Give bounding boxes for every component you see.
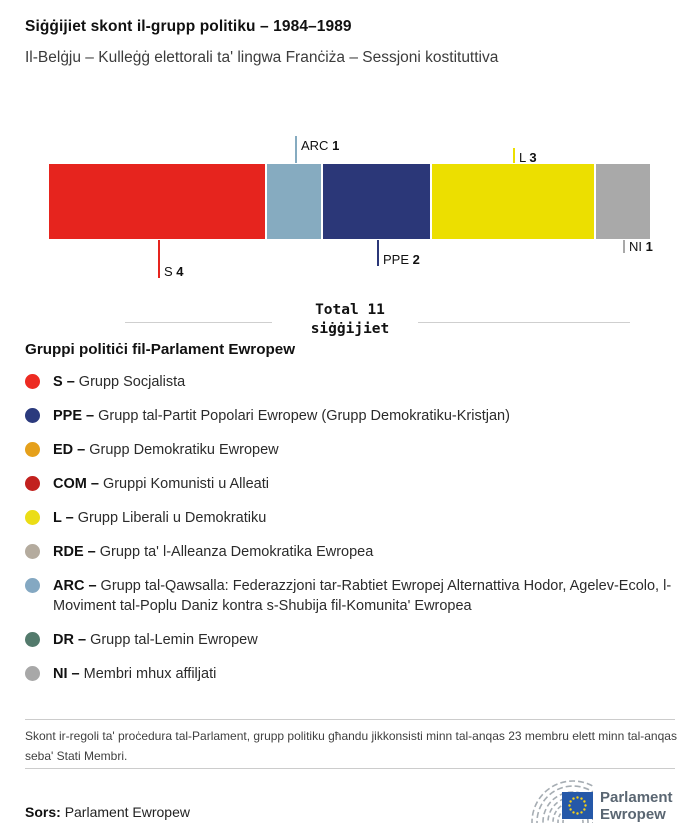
callout-label-ppe: PPE 2: [383, 252, 420, 267]
legend-dot-icon: [25, 578, 40, 593]
legend-dot-icon: [25, 510, 40, 525]
callout-line-ppe: [377, 240, 379, 266]
callout-label-s: S 4: [164, 264, 184, 279]
legend-item-arc: [25, 576, 685, 616]
legend-list: [25, 372, 685, 698]
logo-line1: Parlament: [600, 788, 673, 806]
page-title: Siġġijiet skont il-grupp politiku – 1984–1989: [25, 18, 352, 35]
bar-segment-l: [432, 164, 594, 239]
eu-flag-icon: [562, 792, 593, 819]
legend-item-label: ED – Grupp Demokratiku Ewropew: [53, 442, 279, 458]
logo-wordmark: [600, 789, 673, 823]
legend-item-label: PPE – Grupp tal-Partit Popolari Ewropew (Grupp Demokratiku-Kristjan): [53, 408, 510, 424]
footnote-divider-bottom: [25, 768, 675, 769]
legend-heading: Gruppi politiċi fil-Parlament Ewropew: [25, 341, 296, 358]
footnote-divider-top: [25, 719, 675, 720]
legend-item-l: [25, 508, 685, 528]
source-line: [25, 804, 190, 820]
legend-item-label: RDE – Grupp ta' l-Alleanza Demokratika Ewropea: [53, 544, 374, 560]
legend-item-ed: [25, 440, 685, 460]
bar-segment-s: [49, 164, 265, 239]
callout-line-l: [513, 148, 515, 163]
bar-segment-ni: [596, 164, 650, 239]
source-label: Sors:: [25, 804, 61, 820]
stacked-seat-bar: [49, 164, 650, 239]
legend-dot-icon: [25, 666, 40, 681]
legend-dot-icon: [25, 632, 40, 647]
legend-item-dr: [25, 630, 685, 650]
bar-segment-arc: [267, 164, 321, 239]
legend-dot-icon: [25, 544, 40, 559]
legend-item-label: ARC – Grupp tal-Qawsalla: Federazzjoni tar-Rabtiet Ewropej Alternattiva Hodor, Agelev-Ecolo, l-Moviment tal-Poplu Daniz kontra s-Shubija fil-Komunita' Ewropea: [53, 578, 672, 614]
total-line1: Total 11: [315, 302, 385, 318]
callout-label-arc: ARC 1: [301, 138, 340, 153]
total-seats-label: [0, 301, 700, 339]
legend-item-label: DR – Grupp tal-Lemin Ewropew: [53, 632, 258, 648]
source-value: Parlament Ewropew: [64, 804, 190, 820]
legend-dot-icon: [25, 408, 40, 423]
legend-dot-icon: [25, 442, 40, 457]
legend-item-ni: [25, 664, 685, 684]
bar-segment-ppe: [323, 164, 431, 239]
callout-line-arc: [295, 136, 297, 163]
legend-item-s: [25, 372, 685, 392]
callout-label-l: L 3: [519, 150, 537, 165]
legend-item-ppe: [25, 406, 685, 426]
callout-line-ni: [623, 240, 625, 253]
legend-item-label: NI – Membri mhux affiljati: [53, 666, 217, 682]
hemicycle-icon: [527, 779, 593, 833]
callout-label-ni: NI 1: [629, 239, 653, 254]
page-subtitle: Il-Belġju – Kulleġġ elettorali ta' lingwa Franċiża – Sessjoni kostituttiva: [25, 49, 499, 66]
total-line2: siġġijiet: [310, 321, 390, 337]
callout-line-s: [158, 240, 160, 278]
legend-item-com: [25, 474, 685, 494]
legend-dot-icon: [25, 374, 40, 389]
legend-item-label: L – Grupp Liberali u Demokratiku: [53, 510, 267, 526]
parliament-logo: [527, 777, 695, 834]
legend-item-label: S – Grupp Socjalista: [53, 374, 186, 390]
logo-line2: Ewropew: [600, 805, 666, 823]
legend-item-rde: [25, 542, 685, 562]
footnote: Skont ir-regoli ta' proċedura tal-Parlament, grupp politiku għandu jikkonsisti minn tal-anqas 23 membru elett minn tal-anqas seba' Stati Membri.: [25, 729, 677, 763]
legend-dot-icon: [25, 476, 40, 491]
legend-item-label: COM – Gruppi Komunisti u Alleati: [53, 476, 269, 492]
